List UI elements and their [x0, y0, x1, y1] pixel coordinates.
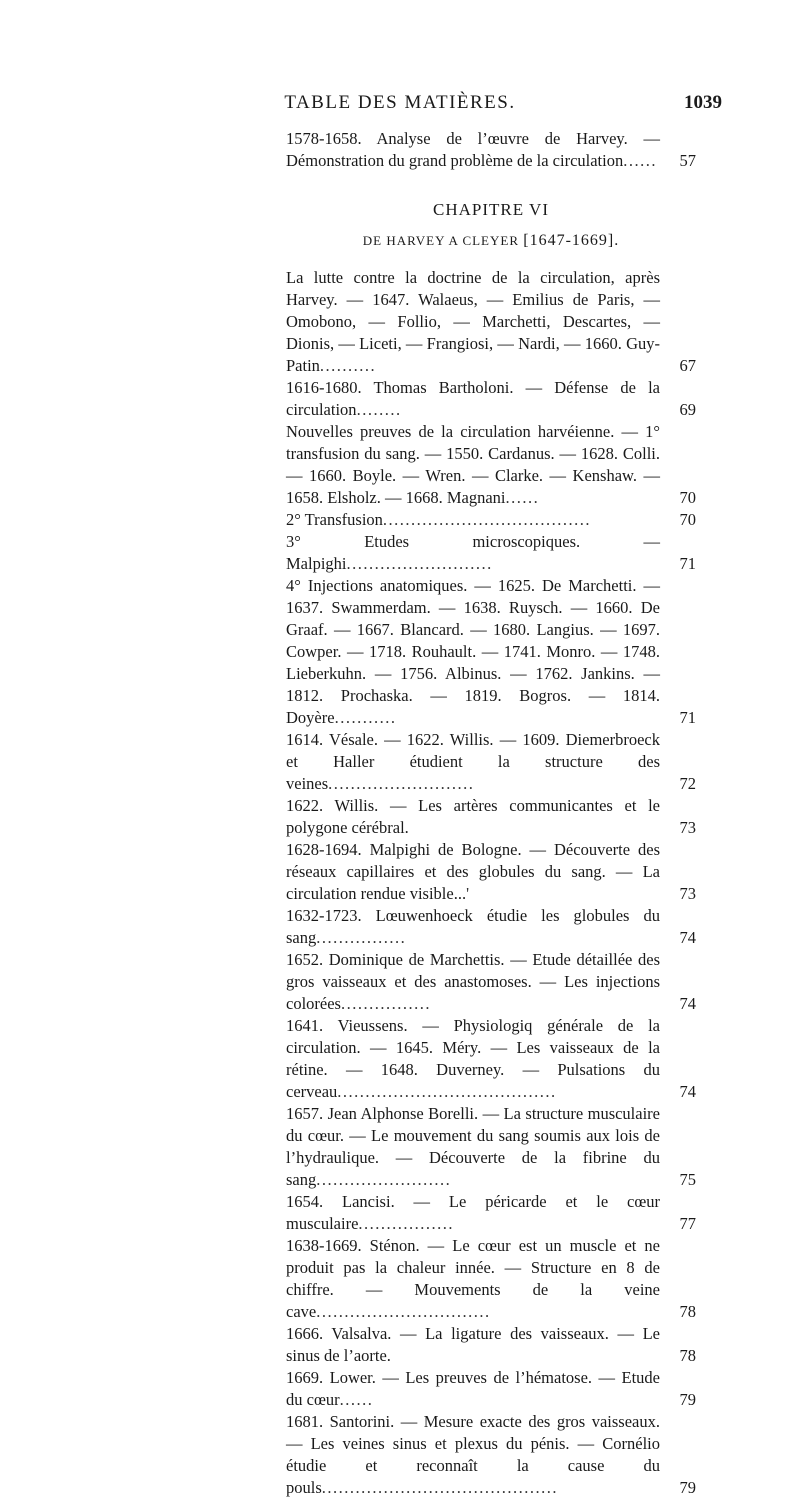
toc-entry-page: 71 — [679, 554, 696, 573]
toc-entry — [286, 1103, 696, 1191]
toc-entry-page: 78 — [679, 1346, 696, 1365]
dot-leader: ...... — [623, 151, 657, 170]
toc-entry-page: 75 — [679, 1170, 696, 1189]
toc-entry — [286, 905, 696, 949]
toc-entry-page: 74 — [679, 1082, 696, 1101]
toc-entry — [286, 1191, 696, 1235]
toc-entry-text: 2° Transfusion — [286, 510, 383, 529]
toc-entry — [286, 795, 696, 839]
toc-entry — [286, 531, 696, 575]
toc-entry — [286, 949, 696, 1015]
toc-entry-page: 74 — [679, 994, 696, 1013]
dot-leader: ..................................... — [382, 510, 592, 529]
toc-entry-text: 1578-1658. Analyse de l’œuvre de Harvey. — Démonstration du grand problème de la circulation — [286, 129, 660, 170]
chapter-subtitle — [286, 231, 696, 251]
toc-entry-page: 79 — [679, 1478, 696, 1497]
toc-entry — [286, 421, 696, 509]
chapter-subtitle-text: DE HARVEY A CLEYER — [362, 233, 519, 248]
toc-entry-page: 71 — [679, 708, 696, 727]
dot-leader: ............................... — [316, 1302, 491, 1321]
dot-leader: ................ — [316, 928, 407, 947]
toc-entry-page: 70 — [679, 510, 696, 529]
toc-entry-page: 70 — [679, 488, 696, 507]
toc-entry-page: 74 — [679, 928, 696, 947]
toc-entry-page: 73 — [679, 884, 696, 903]
toc-entry-text: 1614. Vésale. — 1622. Willis. — 1609. Diemerbroeck et Haller étudient la structure des veines — [286, 730, 660, 793]
toc-entry-text: 1622. Willis. — Les artères communicantes et le polygone cérébral. — [286, 796, 660, 837]
dot-leader: ....................................... — [337, 1082, 557, 1101]
toc-entry-text: 1632-1723. Lœuwenhoeck étudie les globules du sang — [286, 906, 660, 947]
toc-entry-text: 1628-1694. Malpighi de Bologne. — Découverte des réseaux capillaires et des globules du sang. — La circulation rendue visible... — [286, 840, 660, 903]
dot-leader: ................ — [340, 994, 431, 1013]
toc-entry-text: 4° Injections anatomiques. — 1625. De Marchetti. — 1637. Swammerdam. — 1638. Ruysch. — 1660. De Graaf. — 1667. Blancard. — 1680. Langius. — 1697. Cowper. — 1718. Rouhault. — 1741. Monro. — 1748. Lieberkuhn. — 1756. Albinus. — 1762. Jankins. — 1812. Prochaska. — 1819. Bogros. — 1814. Doyère — [286, 576, 660, 727]
toc-entry — [286, 1411, 696, 1499]
toc-entry-page: 57 — [679, 151, 696, 170]
toc-entry-text: Nouvelles preuves de la circulation harvéienne. — 1° transfusion du sang. — 1550. Cardanus. — 1628. Colli. — 1660. Boyle. — Wren. — Clarke. — Kenshaw. — 1658. Elsholz. — 1668. Magnani — [286, 422, 660, 507]
dot-leader: .......................... — [328, 774, 475, 793]
toc-entry — [286, 1367, 696, 1411]
toc-entry-page: 78 — [679, 1302, 696, 1321]
toc-entry-text: 1616-1680. Thomas Bartholoni. — Défense de la circulation — [286, 378, 660, 419]
toc-entry-page: 79 — [679, 1390, 696, 1409]
toc-entry-text: 1652. Dominique de Marchettis. — Etude détaillée des gros vaisseaux et des anastomoses. — Les injections colorées — [286, 950, 660, 1013]
dot-leader: .......................................... — [321, 1478, 559, 1497]
dot-leader: ...... — [505, 488, 540, 507]
toc-entry — [286, 1015, 696, 1103]
toc-entry — [286, 1235, 696, 1323]
toc-entry-page: 67 — [679, 356, 696, 375]
dot-leader: ' — [466, 884, 471, 903]
toc-entry-text: 1681. Santorini. — Mesure exacte des gros vaisseaux. — Les veines sinus et plexus du pénis. — Cornélio étudie et reconnaît la cause du pouls — [286, 1412, 660, 1497]
toc-entry — [286, 509, 696, 531]
running-head — [0, 92, 800, 120]
toc-entry-text: 1669. Lower. — Les preuves de l’hématose. — Etude du cœur — [286, 1368, 660, 1409]
toc-entry — [286, 1323, 696, 1367]
table-of-contents — [286, 128, 696, 1499]
dot-leader: .......................... — [346, 554, 493, 573]
toc-entry — [286, 575, 696, 729]
toc-entry-page: 72 — [679, 774, 696, 793]
chapter-title: CHAPITRE VI — [433, 200, 549, 219]
page-number: 1039 — [684, 92, 722, 113]
toc-entry — [286, 729, 696, 795]
running-title: TABLE DES MATIÈRES. — [284, 92, 516, 113]
dot-leader: ...... — [339, 1390, 374, 1409]
dot-leader: ................. — [358, 1214, 455, 1233]
toc-entry-text: 1638-1669. Sténon. — Le cœur est un muscle et ne produit pas la chaleur innée. — Structure en 8 de chiffre. — Mouvements de la veine cave — [286, 1236, 660, 1321]
chapter-dates: [1647-1669]. — [523, 232, 620, 249]
toc-entry — [286, 839, 696, 905]
dot-leader: .......... — [319, 356, 377, 375]
toc-entry-page: 73 — [679, 818, 696, 837]
toc-entry — [286, 377, 696, 421]
dot-leader: ........... — [334, 708, 397, 727]
toc-entry-text: 1666. Valsalva. — La ligature des vaisseaux. — Le sinus de l’aorte. — [286, 1324, 660, 1365]
toc-entry-page: 77 — [679, 1214, 696, 1233]
toc-entry-text: La lutte contre la doctrine de la circulation, après Harvey. — 1647. Walaeus, — Emilius de Paris, — Omobono, — Follio, — Marchetti, Descartes, — Dionis, — Liceti, — Frangiosi, — Nardi, — 1660. Guy-Patin — [286, 268, 660, 375]
toc-entry — [286, 267, 696, 377]
toc-entry-text: 3° Etudes microscopiques. — Malpighi — [286, 532, 660, 573]
dot-leader: ........ — [356, 400, 402, 419]
toc-entry-text: 1654. Lancisi. — Le péricarde et le cœur musculaire — [286, 1192, 660, 1233]
dot-leader: ........................ — [316, 1170, 452, 1189]
toc-entry — [286, 128, 696, 172]
toc-entry-text: 1641. Vieussens. — Physiologiq générale de la circulation. — 1645. Méry. — Les vaisseaux de la rétine. — 1648. Duverney. — Pulsations du cerveau — [286, 1016, 660, 1101]
toc-entry-text: 1657. Jean Alphonse Borelli. — La structure musculaire du cœur. — Le mouvement du sang soumis aux lois de l’hydraulique. — Découverte de la fibrine du sang — [286, 1104, 660, 1189]
toc-entry-page: 69 — [679, 400, 696, 419]
